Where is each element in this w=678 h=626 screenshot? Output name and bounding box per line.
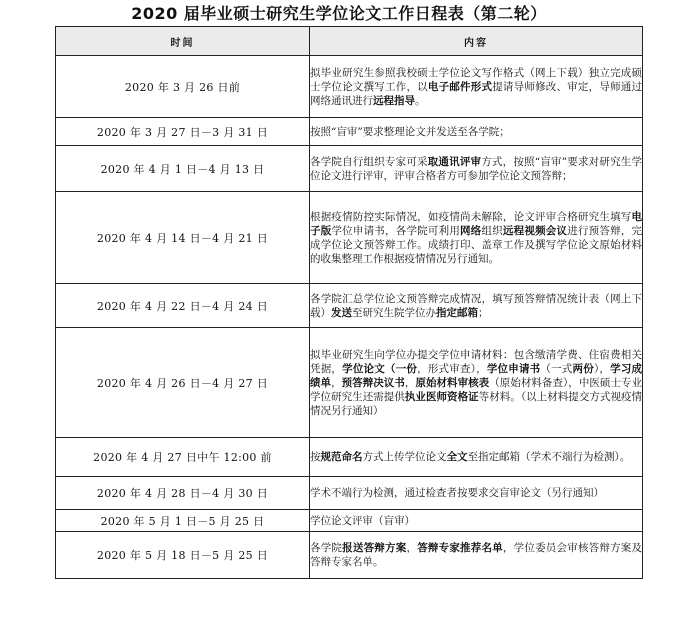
schedule-time-cell: 2020 年 5 月 1 日－5 月 25 日 <box>56 510 310 532</box>
emphasis-text: 执业医师资格证 <box>404 390 479 403</box>
column-header-time: 时间 <box>56 27 310 56</box>
emphasis-text: 预答辩决议书 <box>341 376 405 389</box>
content-text: 至指定邮箱（学术不端行为检测）。 <box>467 451 631 463</box>
schedule-time-cell: 2020 年 5 月 18 日－5 月 25 日 <box>56 532 310 579</box>
content-text: ， <box>404 376 416 389</box>
schedule-time-cell: 2020 年 4 月 22 日－4 月 24 日 <box>56 284 310 328</box>
schedule-content-cell <box>310 146 643 192</box>
table-row <box>56 56 643 118</box>
emphasis-text: 全文 <box>446 451 468 463</box>
header-row <box>56 27 643 56</box>
content-text: 各学院汇总学位论文预答辩完成情况，填写预答辩情况统计表（网上下载） <box>310 292 642 319</box>
content-text: ； <box>478 306 489 319</box>
content-text: 等材料。（以上材料提交方式视疫情情况另行通知） <box>310 390 643 417</box>
content-text: 进行预答辩，完成学位论文预答辩工作。成绩打印、盖章工作及撰写学位论文原始材料的收集整理工作根据疫情情况另行通知。 <box>310 224 643 265</box>
table-row <box>56 477 643 510</box>
content-text: ，学位委员会审核答辩方案及答辩专家名单。 <box>310 542 643 568</box>
column-header-content: 内容 <box>310 27 643 56</box>
emphasis-text: 报送答辩方案 <box>342 542 407 554</box>
content-text: ，形式审查）， <box>417 362 487 375</box>
content-text: 各学院 <box>310 542 343 554</box>
emphasis-text: 指定邮箱 <box>436 306 478 319</box>
schedule-content-cell <box>310 192 643 284</box>
emphasis-text: 远程视频会议 <box>502 224 568 237</box>
table-body <box>56 56 643 579</box>
content-text: ）， <box>593 362 611 375</box>
content-text: 按 <box>310 451 321 463</box>
table-row <box>56 510 643 532</box>
schedule-time-cell: 2020 年 4 月 26 日－4 月 27 日 <box>56 328 310 438</box>
table-row <box>56 118 643 146</box>
schedule-time-cell: 2020 年 3 月 26 日前 <box>56 56 310 118</box>
schedule-time-cell: 2020 年 3 月 27 日－3 月 31 日 <box>56 118 310 146</box>
table-row <box>56 192 643 284</box>
content-text: （一式 <box>540 362 573 375</box>
content-text: 学位申请书，各学院可利用 <box>331 224 461 237</box>
content-text: 至研究生院学位办 <box>352 306 436 319</box>
table-row <box>56 146 643 192</box>
table-row <box>56 328 643 438</box>
schedule-time-cell: 2020 年 4 月 1 日－4 月 13 日 <box>56 146 310 192</box>
emphasis-text: 规范命名 <box>320 451 363 463</box>
content-text: 各学院自行组织专家可采 <box>310 155 428 168</box>
content-text: 方式，按照“盲审”要求对研究生学位论文进行评审，评审合格者方可参加学位论文预答辩； <box>310 155 642 182</box>
emphasis-text: 电子版 <box>310 210 642 237</box>
content-text: ， <box>406 542 418 554</box>
table-row <box>56 438 643 477</box>
emphasis-text: 远程指导 <box>373 94 415 107</box>
emphasis-text: 发送 <box>331 306 352 319</box>
emphasis-text: 原始材料审核表 <box>415 376 490 389</box>
content-text: 按照“盲审”要求整理论文并发送至各学院； <box>310 125 510 138</box>
content-text: （原始材料备查），中医硕士专业学位研究生还需提供 <box>310 376 643 403</box>
content-text: 。 <box>415 94 426 107</box>
content-text: 根据疫情防控实际情况，如疫情尚未解除，论文评审合格研究生填写 <box>310 210 632 223</box>
table-row <box>56 532 643 579</box>
schedule-content-cell <box>310 510 643 532</box>
emphasis-text: 学习成绩单 <box>310 362 643 389</box>
emphasis-text: 学位申请书 <box>486 362 541 375</box>
schedule-content-cell <box>310 532 643 579</box>
schedule-time-cell: 2020 年 4 月 27 日中午 12:00 前 <box>56 438 310 477</box>
content-text: 提请导师修改、审定，导师通过网络通讯进行 <box>310 80 643 107</box>
document-title: 2020 届毕业硕士研究生学位论文工作日程表（第二轮） <box>131 4 547 23</box>
emphasis-text: 学位论文（一份 <box>342 362 418 375</box>
schedule-content-cell <box>310 56 643 118</box>
schedule-content-cell <box>310 438 643 477</box>
content-text: 学术不端行为检测，通过检查者按要求交盲审论文（另行通知） <box>310 487 604 499</box>
emphasis-text: 网络 <box>460 224 482 237</box>
table-header <box>56 27 643 56</box>
content-text: 组织 <box>481 224 503 237</box>
content-text: 拟毕业研究生参照我校硕士学位论文写作格式（网上下载）独立完成硕士学位论文撰写工作，以 <box>310 66 642 93</box>
emphasis-text: 取通讯评审 <box>427 155 482 168</box>
schedule-time-cell: 2020 年 4 月 14 日－4 月 21 日 <box>56 192 310 284</box>
schedule-content-cell <box>310 284 643 328</box>
schedule-table <box>55 26 643 579</box>
schedule-time-cell: 2020 年 4 月 28 日－4 月 30 日 <box>56 477 310 510</box>
content-text: 方式上传学位论文 <box>362 451 447 463</box>
content-text: ， <box>331 376 342 389</box>
emphasis-text: 答辩专家推荐名单 <box>417 542 503 554</box>
schedule-content-cell <box>310 477 643 510</box>
schedule-content-cell <box>310 118 643 146</box>
table-row <box>56 284 643 328</box>
content-text: 学位论文评审（盲审） <box>310 514 415 527</box>
emphasis-text: 两份 <box>572 362 594 375</box>
emphasis-text: 电子邮件形式 <box>427 80 493 93</box>
schedule-content-cell <box>310 328 643 438</box>
content-text: 拟毕业研究生向学位办提交学位申请材料：包含缴清学费、住宿费相关凭据， <box>310 348 642 375</box>
